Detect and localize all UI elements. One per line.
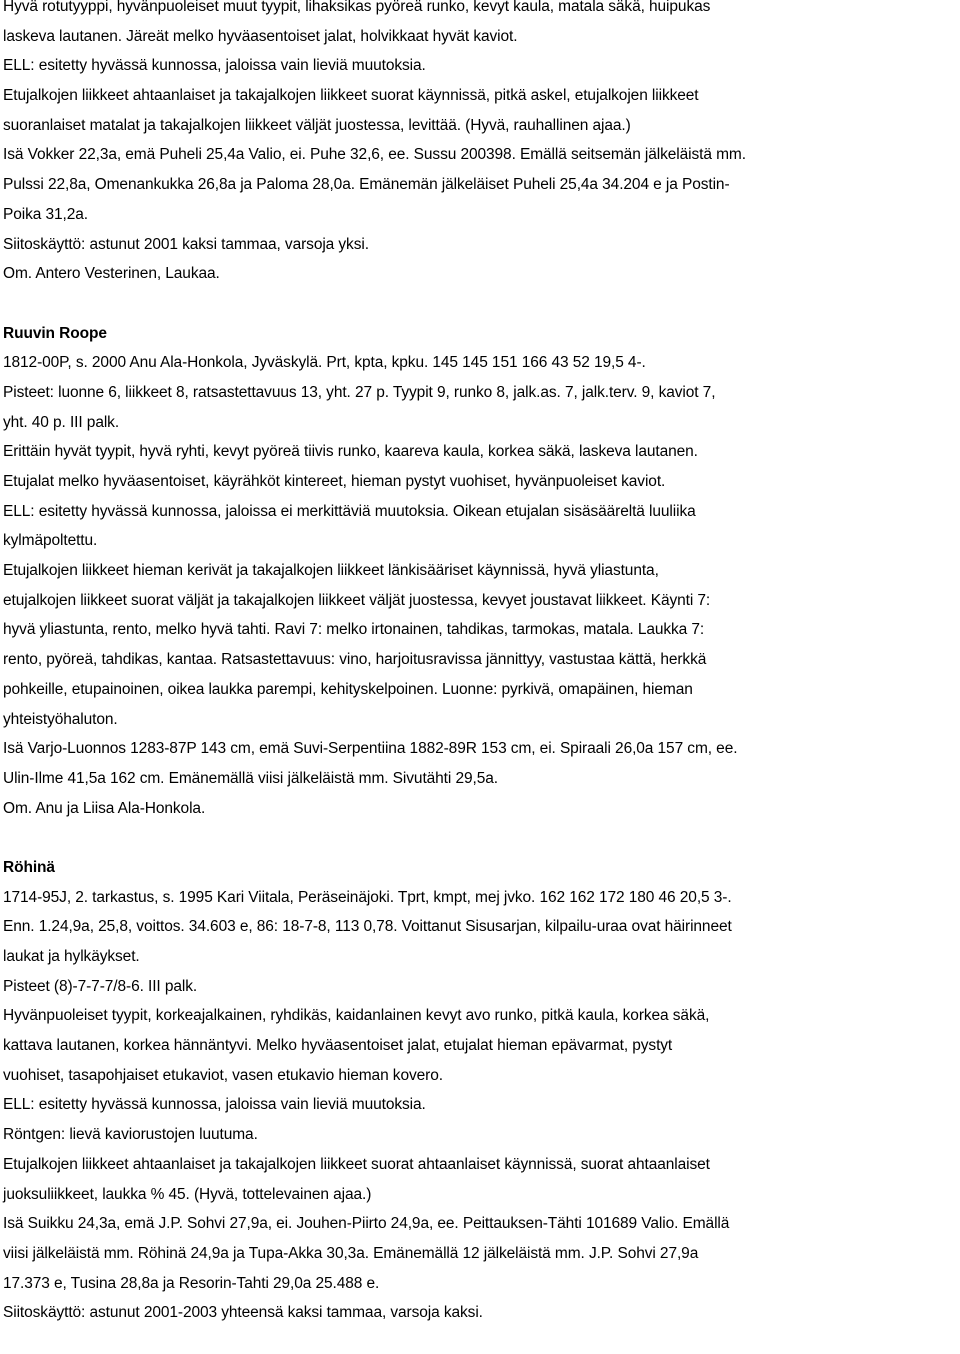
text-line: juoksuliikkeet, laukka % 45. (Hyvä, tottelevainen ajaa.) xyxy=(3,1185,372,1203)
text-line: vuohiset, tasapohjaiset etukaviot, vasen etukavio hieman kovero. xyxy=(3,1066,443,1084)
text-line: laskeva lautanen. Järeät melko hyväasentoiset jalat, holvikkaat hyvät kaviot. xyxy=(3,27,518,45)
text-line: Siitoskäyttö: astunut 2001 kaksi tammaa, varsoja yksi. xyxy=(3,235,369,253)
text-line: pohkeille, etupainoinen, oikea laukka parempi, kehityskelpoinen. Luonne: pyrkivä, omapäinen, hieman xyxy=(3,680,693,698)
text-line: yht. 40 p. III palk. xyxy=(3,413,120,431)
text-line: Siitoskäyttö: astunut 2001-2003 yhteensä kaksi tammaa, varsoja kaksi. xyxy=(3,1304,483,1322)
text-line: suoranlaiset matalat ja takajalkojen liikkeet väljät juostessa, levittää. (Hyvä, rauhallinen ajaa.) xyxy=(3,116,631,134)
text-line: yhteistyöhaluton. xyxy=(3,710,118,728)
horse-entry-0 xyxy=(3,0,958,289)
text-line: Isä Vokker 22,3a, emä Puheli 25,4a Valio, ei. Puhe 32,6, ee. Sussu 200398. Emällä seitsemän jälkeläistä mm. xyxy=(3,146,746,164)
text-line: Poika 31,2a. xyxy=(3,205,88,223)
text-line: Om. Anu ja Liisa Ala-Honkola. xyxy=(3,799,206,817)
text-line: Etujalkojen liikkeet ahtaanlaiset ja takajalkojen liikkeet suorat ahtaanlaiset käynnissä, suorat ahtaanlaiset xyxy=(3,1155,710,1173)
text-line: 1714-95J, 2. tarkastus, s. 1995 Kari Viitala, Peräseinäjoki. Tprt, kmpt, mej jvko. 162 162 172 180 46 20,5 3-. xyxy=(3,888,732,906)
text-line: Erittäin hyvät tyypit, hyvä ryhti, kevyt pyöreä tiivis runko, kaareva kaula, korkea säkä, laskeva lautanen. xyxy=(3,443,698,461)
text-line: Hyvä rotutyyppi, hyvänpuoleiset muut tyypit, lihaksikas pyöreä runko, kevyt kaula, matala säkä, huipukas xyxy=(3,0,711,15)
horse-entry-1 xyxy=(3,289,958,823)
text-line: Hyvänpuoleiset tyypit, korkeajalkainen, ryhdikäs, kaidanlainen kevyt avo runko, pitkä kaula, korkea säkä, xyxy=(3,1007,710,1025)
text-line: laukat ja hylkäykset. xyxy=(3,948,140,965)
text-line: hyvä yliastunta, rento, melko hyvä tahti. Ravi 7: melko irtonainen, tahdikas, tarmokas, matala. Laukka 7: xyxy=(3,621,705,639)
document-page xyxy=(3,0,958,1328)
text-line: Röntgen: lievä kaviorustojen luutuma. xyxy=(3,1126,258,1144)
section-spacer xyxy=(3,289,958,319)
text-line: Enn. 1.24,9a, 25,8, voittos. 34.603 e, 86: 18-7-8, 113 0,78. Voittanut Sisusarjan, kilpailu-uraa ovat häirinneet xyxy=(3,918,732,936)
text-line: Pisteet: luonne 6, liikkeet 8, ratsastettavuus 13, yht. 27 p. Tyypit 9, runko 8, jalk.as. 7, jalk.terv. 9, kaviot 7, xyxy=(3,383,716,401)
text-line: Ulin-Ilme 41,5a 162 cm. Emänemällä viisi jälkeläistä mm. Sivutähti 29,5a. xyxy=(3,769,498,787)
text-line: Om. Antero Vesterinen, Laukaa. xyxy=(3,265,220,283)
horse-name-heading: Röhinä xyxy=(3,858,55,876)
text-line: ELL: esitetty hyvässä kunnossa, jaloissa ei merkittäviä muutoksia. Oikean etujalan sisäsääreltä luuliika xyxy=(3,502,696,520)
text-line: ELL: esitetty hyvässä kunnossa, jaloissa vain lieviä muutoksia. xyxy=(3,57,426,75)
text-line: Etujalat melko hyväasentoiset, käyrähköt kintereet, hieman pystyt vuohiset, hyvänpuoleiset kaviot. xyxy=(3,473,666,490)
horse-name-heading: Ruuvin Roope xyxy=(3,324,107,342)
text-line: rento, pyöreä, tahdikas, kantaa. Ratsastettavuus: vino, harjoitusravissa jännittyy, vastustaa kättä, herkkä xyxy=(3,651,707,669)
text-line: etujalkojen liikkeet suorat väljät ja takajalkojen liikkeet väljät juostessa, kevyet joustavat liikkeet. Käynti 7: xyxy=(3,591,711,609)
text-line: Pisteet (8)-7-7-7/8-6. III palk. xyxy=(3,977,198,995)
text-line: 17.373 e, Tusina 28,8a ja Resorin-Tahti 29,0a 25.488 e. xyxy=(3,1274,380,1292)
text-line: Isä Suikku 24,3a, emä J.P. Sohvi 27,9a, ei. Jouhen-Piirto 24,9a, ee. Peittauksen-Tähti 101689 Valio. Emällä xyxy=(3,1215,730,1233)
text-line: Isä Varjo-Luonnos 1283-87P 143 cm, emä Suvi-Serpentiina 1882-89R 153 cm, ei. Spiraali 26,0a 157 cm, ee. xyxy=(3,740,738,758)
horse-entry-2 xyxy=(3,823,958,1328)
text-line: Pulssi 22,8a, Omenankukka 26,8a ja Paloma 28,0a. Emänemän jälkeläiset Puheli 25,4a 34.204 e ja Postin- xyxy=(3,176,730,194)
text-line: Etujalkojen liikkeet ahtaanlaiset ja takajalkojen liikkeet suorat käynnissä, pitkä askel, etujalkojen liikkeet xyxy=(3,87,699,105)
text-line: Etujalkojen liikkeet hieman kerivät ja takajalkojen liikkeet länkisääriset käynnissä, hyvä yliastunta, xyxy=(3,562,659,580)
text-line: ELL: esitetty hyvässä kunnossa, jaloissa vain lieviä muutoksia. xyxy=(3,1096,426,1114)
text-line: kylmäpoltettu. xyxy=(3,532,98,550)
section-spacer xyxy=(3,823,958,853)
text-line: viisi jälkeläistä mm. Röhinä 24,9a ja Tupa-Akka 30,3a. Emänemällä 12 jälkeläistä mm. J.P. Sohvi 27,9a xyxy=(3,1244,699,1262)
text-line: 1812-00P, s. 2000 Anu Ala-Honkola, Jyväskylä. Prt, kpta, kpku. 145 145 151 166 43 52 19,5 4-. xyxy=(3,354,646,372)
text-line: kattava lautanen, korkea hännäntyvi. Melko hyväasentoiset jalat, etujalat hieman epävarmat, pystyt xyxy=(3,1037,673,1055)
